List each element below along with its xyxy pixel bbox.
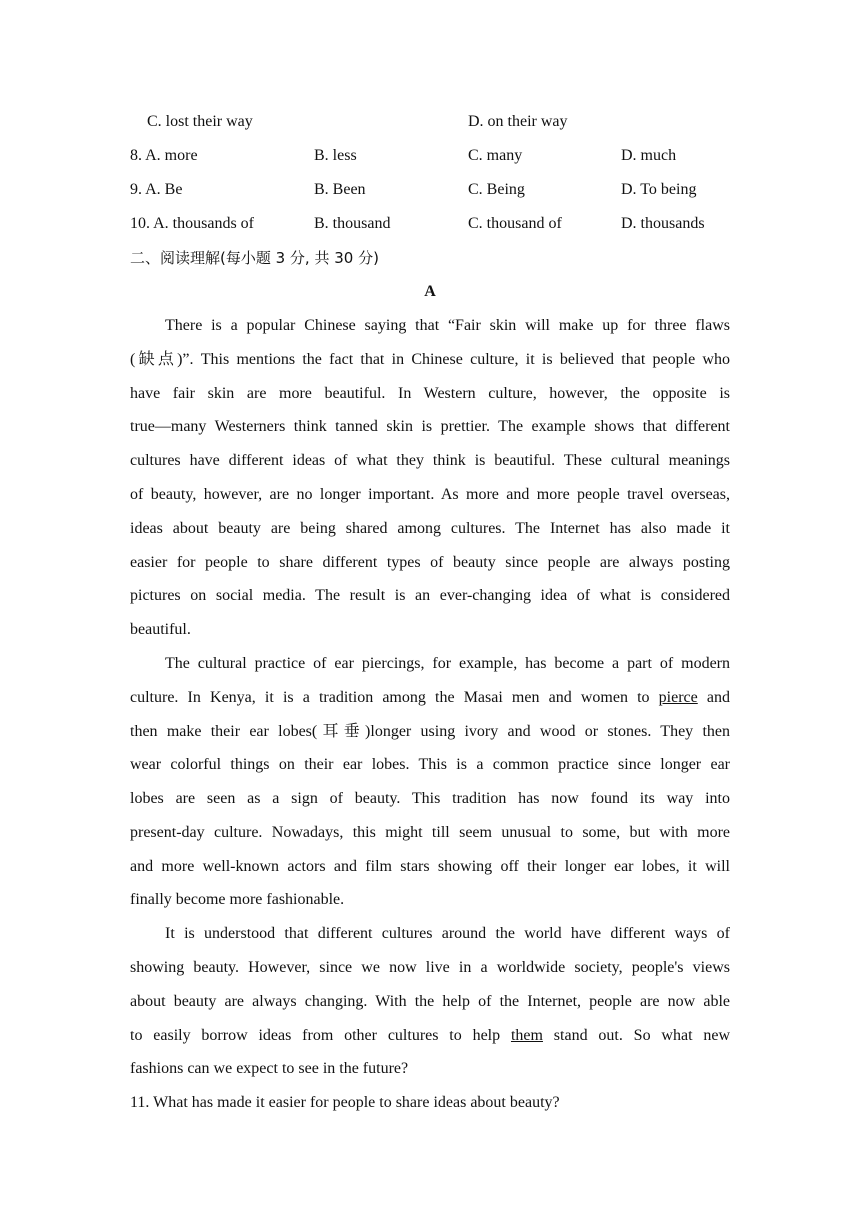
option-a: 9. A. Be (130, 181, 183, 198)
option-c: C. Being (468, 181, 525, 198)
paragraph-line: wear colorful things on their ear lobes. This is a common practice since longer ear (130, 756, 730, 773)
paragraph-line: ideas about beauty are being shared among cultures. The Internet has also made it (130, 520, 730, 537)
option-row-q9 (130, 178, 730, 202)
text-segment: culture. In Kenya, it is a tradition among the Masai men and women to (130, 689, 659, 706)
paragraph-line: (缺点)”. This mentions the fact that in Chinese culture, it is believed that people who (130, 351, 730, 368)
option-a: 10. A. thousands of (130, 215, 254, 232)
question-11: 11. What has made it easier for people to share ideas about beauty? (130, 1094, 560, 1111)
option-b: B. thousand (314, 215, 391, 232)
paragraph-line: and more well-known actors and film stars showing off their longer ear lobes, it will (130, 858, 730, 875)
underlined-word: them (510, 1027, 543, 1044)
paragraph-line: finally become more fashionable. (130, 891, 345, 908)
option-d: D. To being (621, 181, 697, 198)
paragraph-line: showing beauty. However, since we now live in a worldwide society, people's views (130, 959, 730, 976)
option-a: 8. A. more (130, 147, 198, 164)
paragraph-line: about beauty are always changing. With the help of the Internet, people are now able (130, 993, 730, 1010)
option-row-q7 (130, 110, 730, 134)
option-d: D. on their way (468, 113, 568, 130)
paragraph-line (130, 686, 730, 710)
paragraph-line: fashions can we expect to see in the future? (130, 1060, 409, 1077)
option-d: D. much (621, 147, 677, 164)
paragraph-line: then make their ear lobes(耳垂)longer using ivory and wood or stones. They then (130, 723, 730, 740)
paragraph-line: easier for people to share different types of beauty since people are always posting (130, 554, 730, 571)
option-row-q10 (130, 212, 730, 236)
passage-label: A (424, 283, 436, 300)
paragraph-line: It is understood that different cultures around the world have different ways of (165, 925, 730, 942)
option-row-q8 (130, 144, 730, 168)
paragraph-line: cultures have different ideas of what they think is beautiful. These cultural meanings (130, 452, 730, 469)
paragraph-line: true—many Westerners think tanned skin is prettier. The example shows that different (130, 418, 730, 435)
paragraph-line: lobes are seen as a sign of beauty. This tradition has now found its way into (130, 790, 730, 807)
paragraph-line (130, 1024, 730, 1048)
text-segment: and (697, 689, 730, 706)
option-b: B. less (314, 147, 357, 164)
option-c: C. many (468, 147, 523, 164)
text-segment: stand out. So what new (542, 1027, 731, 1044)
paragraph-line: of beauty, however, are no longer important. As more and more people travel overseas, (130, 486, 730, 503)
paragraph-line: pictures on social media. The result is an ever-changing idea of what is considered (130, 587, 730, 604)
paragraph-line: There is a popular Chinese saying that “Fair skin will make up for three flaws (165, 317, 730, 334)
option-c: C. lost their way (147, 113, 253, 130)
option-b: B. Been (314, 181, 366, 198)
paragraph-line: beautiful. (130, 621, 191, 638)
paragraph-line: present-day culture. Nowadays, this might till seem unusual to some, but with more (130, 824, 730, 841)
paragraph-line: The cultural practice of ear piercings, for example, has become a part of modern (165, 655, 730, 672)
paragraph-line: have fair skin are more beautiful. In Western culture, however, the opposite is (130, 385, 730, 402)
text-segment: to easily borrow ideas from other cultures to help (130, 1027, 511, 1044)
underlined-word: pierce (658, 689, 698, 706)
option-c: C. thousand of (468, 215, 562, 232)
option-d: D. thousands (621, 215, 705, 232)
section-heading: 二、阅读理解(每小题 3 分, 共 30 分) (130, 249, 379, 267)
